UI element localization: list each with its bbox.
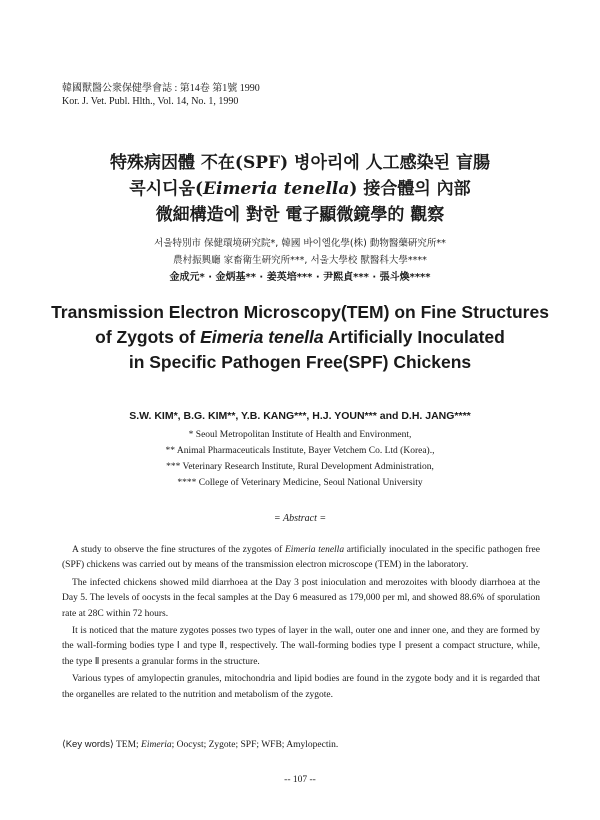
keywords-line bbox=[62, 739, 338, 750]
abstract-body bbox=[62, 543, 540, 705]
english-title-line-2-post: Artificially Inoculated bbox=[323, 327, 505, 347]
keywords-pre: TEM; bbox=[113, 740, 142, 750]
abstract-paragraph-4: Various types of amylopectin granules, mitochondria and lipid bodies are found in the zygote body and it is regarded that the organelles are related to the nutrition and metabolism of the zygote. bbox=[62, 674, 540, 700]
english-title-species: Eimeria tenella bbox=[200, 327, 324, 347]
english-title-line-2-pre: of Zygots of bbox=[95, 327, 201, 347]
korean-affiliation-line-2: 農村振興廳 家畜衛生硏究所***, 서울大學校 獸醫科大學**** bbox=[173, 255, 427, 266]
korean-title-line-2-pre: 콕시디움( bbox=[129, 179, 204, 199]
abstract-p1-post: artificially inoculated in the specific pathogen free (SPF) chickens was carried out by means of the transmission electron microscope (TEM) in the laboratory. bbox=[62, 545, 540, 571]
keywords-post: ; Oocyst; Zygote; SPF; WFB; Amylopectin. bbox=[171, 740, 339, 750]
abstract-paragraph-3: It is noticed that the mature zygotes posses two types of layer in the wall, outer one and inner one, and they are formed by the wall-forming bodies type Ⅰ and type Ⅱ, respectively. The wall-forming bodies type Ⅰ present a compact structure, while, the type Ⅱ presents a granular forms in the structure. bbox=[62, 626, 540, 667]
abstract-p1-pre: A study to observe the fine structures of the zygotes of bbox=[72, 545, 285, 555]
english-affiliation-1: * Seoul Metropolitan Institute of Health and Environment, bbox=[188, 430, 412, 440]
page-number: -- 107 -- bbox=[284, 775, 316, 785]
korean-title-line-2-post: ) 接合體의 內部 bbox=[349, 179, 471, 199]
korean-affiliation-line-1: 서울特別市 保健環境硏究院*, 韓國 바이엘化學(株) 動物醫藥硏究所** bbox=[154, 238, 446, 249]
english-title-line-3: in Specific Pathogen Free(SPF) Chickens bbox=[128, 352, 472, 372]
english-affiliation-3: *** Veterinary Research Institute, Rural Development Administration, bbox=[166, 462, 434, 472]
korean-title-line-3: 微細構造에 對한 電子顯微鏡學的 觀察 bbox=[155, 205, 445, 225]
abstract-p1-species: Eimeria tenella bbox=[284, 545, 345, 555]
abstract-heading: = Abstract = bbox=[273, 513, 327, 524]
korean-title-line-1: 特殊病因體 不在(SPF) 병아리에 人工感染된 盲腸 bbox=[110, 153, 490, 173]
english-authors: S.W. KIM*, B.G. KIM**, Y.B. KANG***, H.J. YOUN*** and D.H. JANG**** bbox=[129, 410, 471, 422]
korean-title-species: Eimeria tenella bbox=[203, 179, 350, 199]
korean-title-line-2 bbox=[0, 174, 600, 199]
abstract-paragraph-2: The infected chickens showed mild diarrhoea at the Day 3 post inioculation and merozoites with bloody diarrhoea at the Day 5. The levels of oocysts in the fecal samples at the Day 6 measured as 179,000 per ml, and showed 88.6% of sporulation rate at 28C within 72 hours. bbox=[62, 577, 540, 619]
english-affiliation-4: **** College of Veterinary Medicine, Seoul National University bbox=[177, 478, 423, 488]
english-affiliation-2: ** Animal Pharmaceuticals Institute, Bayer Vetchem Co. Ltd (Korea)., bbox=[165, 446, 435, 456]
journal-citation-korean: 韓國獸醫公衆保健學會誌 : 第14卷 第1號 1990 bbox=[62, 83, 260, 94]
journal-citation-english: Kor. J. Vet. Publ. Hlth., Vol. 14, No. 1, 1990 bbox=[62, 96, 239, 107]
keywords-species: Eimeria bbox=[141, 740, 172, 750]
korean-authors: 金成元* · 金炳基** · 姜英培*** · 尹熙貞*** · 張斗煥**** bbox=[169, 272, 431, 283]
journal-citation bbox=[62, 82, 260, 108]
english-title-line-2 bbox=[0, 327, 600, 348]
abstract-paragraph-1 bbox=[62, 543, 540, 574]
keywords-label: ⟨Key words⟩ bbox=[62, 739, 114, 750]
english-title-line-1: Transmission Electron Microscopy(TEM) on Fine Structures bbox=[51, 302, 549, 322]
